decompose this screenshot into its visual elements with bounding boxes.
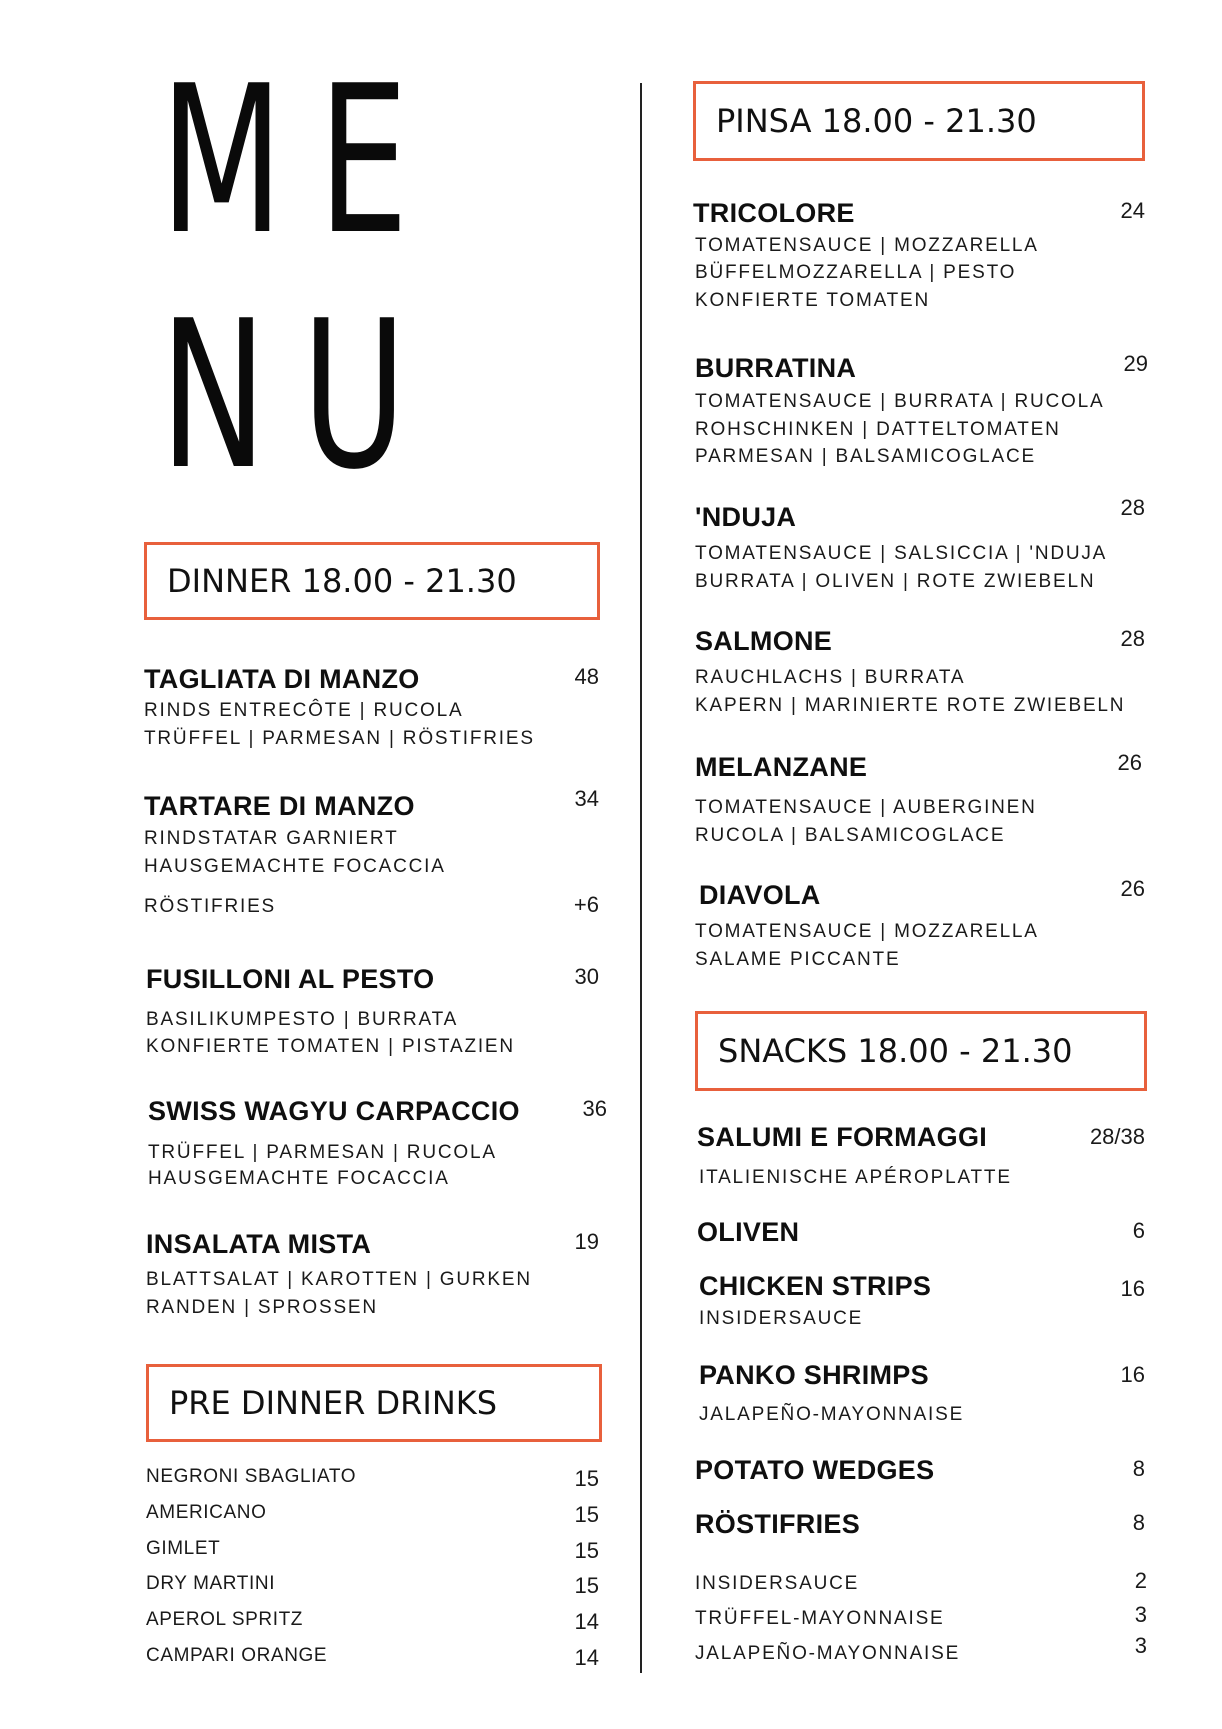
snack-item-price: 28/38 [1089, 1124, 1145, 1149]
dinner-item-name: FUSILLONI AL PESTO [146, 964, 435, 994]
pinsa-item-desc: BÜFFELMOZZARELLA | PESTO [695, 262, 1017, 283]
drinks-header-text: PRE DINNER DRINKS [169, 1384, 498, 1422]
pinsa-item-desc: RAUCHLACHS | BURRATA [695, 667, 966, 688]
pinsa-item-desc: KONFIERTE TOMATEN [695, 290, 931, 311]
dinner-item-desc: TRÜFFEL | PARMESAN | RÖSTIFRIES [144, 728, 535, 749]
sauce-price: 2 [1134, 1568, 1147, 1593]
pinsa-item-price: 28 [1120, 495, 1145, 520]
dinner-item-desc: HAUSGEMACHTE FOCACCIA [144, 856, 446, 877]
pinsa-item-price: 28 [1120, 626, 1145, 651]
pinsa-item-desc: TOMATENSAUCE | AUBERGINEN [695, 797, 1037, 818]
pinsa-item-desc: PARMESAN | BALSAMICOGLACE [695, 446, 1036, 467]
pinsa-item-name: DIAVOLA [699, 880, 821, 910]
snack-item-desc: ITALIENISCHE APÉROPLATTE [699, 1167, 1012, 1188]
menu-title-line1: ME [160, 43, 444, 280]
dinner-item-price: 36 [582, 1096, 607, 1121]
dinner-item-desc: RANDEN | SPROSSEN [146, 1297, 378, 1318]
snack-item-name: RÖSTIFRIES [695, 1509, 861, 1539]
pinsa-item-desc: TOMATENSAUCE | MOZZARELLA [695, 921, 1039, 942]
sauce-name: TRÜFFEL-MAYONNAISE [695, 1608, 945, 1629]
drink-price: 15 [574, 1573, 599, 1598]
column-divider [640, 83, 642, 1673]
pinsa-item-price: 26 [1120, 876, 1145, 901]
dinner-item-desc: BASILIKUMPESTO | BURRATA [146, 1009, 459, 1030]
drink-name: CAMPARI ORANGE [146, 1645, 328, 1666]
snack-item-price: 16 [1120, 1362, 1145, 1387]
dinner-item-price: 30 [574, 964, 599, 989]
pinsa-item-desc: TOMATENSAUCE | MOZZARELLA [695, 235, 1039, 256]
dinner-item-desc: KONFIERTE TOMATEN | PISTAZIEN [146, 1036, 515, 1057]
dinner-section-header [144, 542, 600, 620]
pinsa-item-desc: ROHSCHINKEN | DATTELTOMATEN [695, 419, 1061, 440]
drink-name: DRY MARTINI [146, 1573, 276, 1594]
pinsa-item-name: BURRATINA [695, 353, 857, 383]
drink-name: APEROL SPRITZ [146, 1609, 304, 1630]
dinner-item-name: TARTARE DI MANZO [144, 791, 415, 821]
snack-item-name: SALUMI E FORMAGGI [697, 1122, 988, 1152]
snacks-section-header [695, 1011, 1147, 1091]
menu-title-line2: NU [160, 278, 442, 515]
snack-item-desc: INSIDERSAUCE [699, 1308, 864, 1329]
dinner-item-desc: HAUSGEMACHTE FOCACCIA [148, 1168, 450, 1189]
pinsa-section-header [693, 81, 1145, 161]
pinsa-item-desc: SALAME PICCANTE [695, 949, 901, 970]
dinner-item-price: 48 [574, 664, 599, 689]
snack-item-name: POTATO WEDGES [695, 1455, 935, 1485]
sauce-price: 3 [1134, 1602, 1147, 1627]
drinks-section-header [146, 1364, 602, 1442]
snacks-header-text: SNACKS 18.00 - 21.30 [718, 1032, 1073, 1070]
pinsa-item-price: 26 [1117, 750, 1142, 775]
pinsa-item-name: TRICOLORE [693, 198, 855, 228]
snack-item-price: 16 [1120, 1276, 1145, 1301]
dinner-item-price: 34 [574, 786, 599, 811]
pinsa-item-price: 24 [1120, 198, 1145, 223]
pinsa-item-desc: KAPERN | MARINIERTE ROTE ZWIEBELN [695, 695, 1126, 716]
snack-item-desc: JALAPEÑO-MAYONNAISE [699, 1404, 965, 1425]
drink-price: 14 [574, 1645, 599, 1670]
pinsa-header-text: PINSA 18.00 - 21.30 [716, 102, 1037, 140]
pinsa-item-name: SALMONE [695, 626, 833, 656]
dinner-extra-label: RÖSTIFRIES [144, 896, 277, 917]
snack-item-name: OLIVEN [697, 1217, 800, 1247]
drink-price: 14 [574, 1609, 599, 1634]
pinsa-item-name: MELANZANE [695, 752, 868, 782]
pinsa-item-desc: TOMATENSAUCE | SALSICCIA | 'NDUJA [695, 543, 1108, 564]
dinner-item-desc: TRÜFFEL | PARMESAN | RUCOLA [148, 1142, 497, 1163]
sauce-name: JALAPEÑO-MAYONNAISE [695, 1643, 961, 1664]
snack-item-name: CHICKEN STRIPS [699, 1271, 932, 1301]
pinsa-item-desc: TOMATENSAUCE | BURRATA | RUCOLA [695, 391, 1105, 412]
snack-item-name: PANKO SHRIMPS [699, 1360, 929, 1390]
dinner-item-name: TAGLIATA DI MANZO [144, 664, 420, 694]
pinsa-item-price: 29 [1123, 351, 1148, 376]
dinner-item-name: INSALATA MISTA [146, 1229, 372, 1259]
drink-price: 15 [574, 1538, 599, 1563]
sauce-price: 3 [1134, 1633, 1147, 1658]
snack-item-price: 8 [1132, 1456, 1145, 1481]
pinsa-item-name: 'NDUJA [695, 502, 797, 532]
snack-item-price: 6 [1132, 1218, 1145, 1243]
dinner-item-desc: BLATTSALAT | KAROTTEN | GURKEN [146, 1269, 532, 1290]
drink-name: GIMLET [146, 1538, 221, 1559]
drink-price: 15 [574, 1502, 599, 1527]
dinner-item-desc: RINDSTATAR GARNIERT [144, 828, 399, 849]
dinner-item-name: SWISS WAGYU CARPACCIO [148, 1096, 520, 1126]
pinsa-item-desc: RUCOLA | BALSAMICOGLACE [695, 825, 1006, 846]
drink-name: NEGRONI SBAGLIATO [146, 1466, 357, 1487]
sauce-name: INSIDERSAUCE [695, 1573, 860, 1594]
dinner-header-text: DINNER 18.00 - 21.30 [167, 562, 517, 600]
dinner-extra-price: +6 [573, 892, 599, 917]
snack-item-price: 8 [1132, 1510, 1145, 1535]
drink-name: AMERICANO [146, 1502, 267, 1523]
dinner-item-price: 19 [574, 1229, 599, 1254]
dinner-item-desc: RINDS ENTRECÔTE | RUCOLA [144, 700, 464, 721]
pinsa-item-desc: BURRATA | OLIVEN | ROTE ZWIEBELN [695, 571, 1096, 592]
drink-price: 15 [574, 1466, 599, 1491]
